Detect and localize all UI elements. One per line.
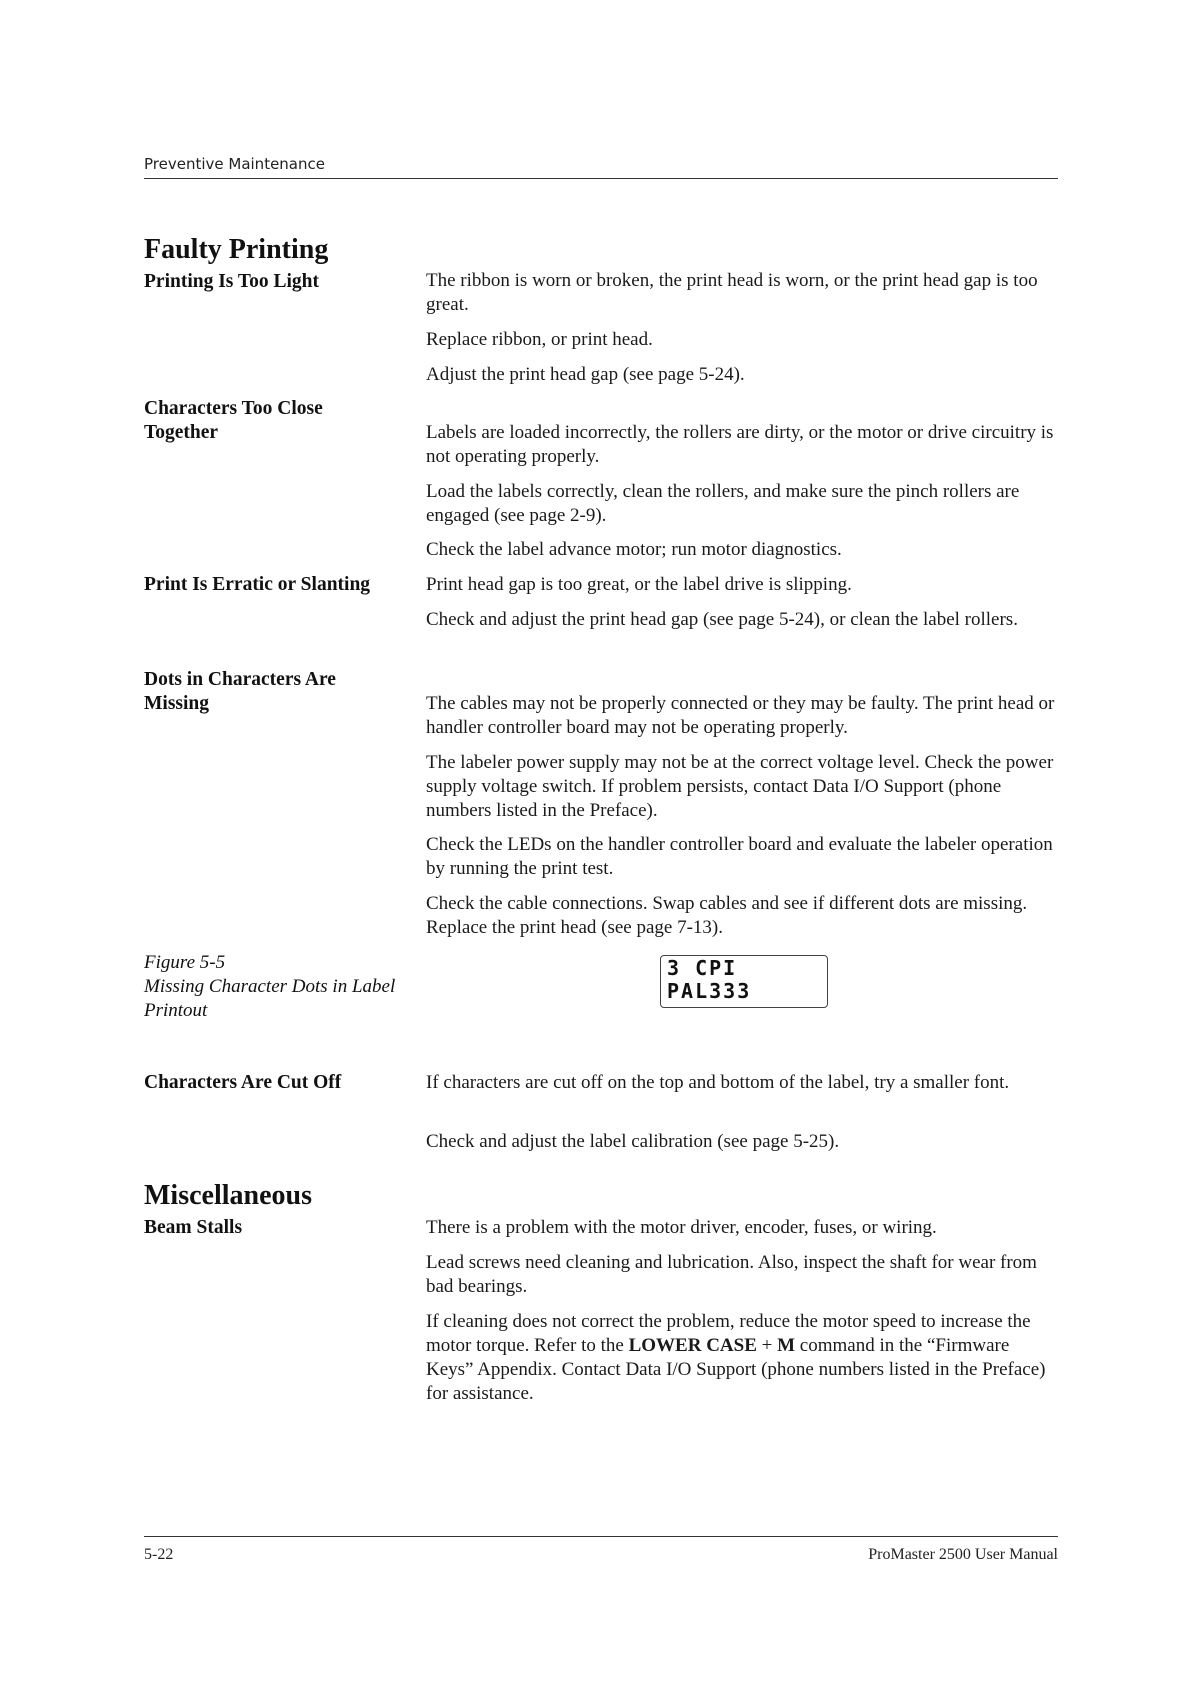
lcd-line-1: 3 CPI <box>667 956 738 980</box>
figure-number: Figure 5-5 <box>144 952 226 973</box>
lower-case-key: LOWER CASE <box>628 1335 757 1356</box>
problem-text: Replace ribbon, or print head. <box>426 329 653 350</box>
page-number: 5-22 <box>144 1546 174 1563</box>
problem-text: Print head gap is too great, or the label drive is slipping. <box>426 574 852 595</box>
problem-text-last <box>426 1310 1056 1406</box>
problem-text: The labeler power supply may not be at the correct voltage level. Check the power supply voltage switch. If problem persists, contact Data I/O Support (phone numbers listed in the Preface). <box>426 752 1054 821</box>
problem-text: Load the labels correctly, clean the rollers, and make sure the pinch rollers are engaged (see page 2-9). <box>426 481 1020 526</box>
figure-caption: Missing Character Dots in Label Printout <box>144 976 396 1021</box>
text-run: + <box>756 1335 778 1356</box>
problem-text: Check the label advance motor; run motor diagnostics. <box>426 539 842 560</box>
problem-text: Labels are loaded incorrectly, the rollers are dirty, or the motor or drive circuitry is not operating properly. <box>426 422 1054 467</box>
problem-text: Adjust the print head gap (see page 5-24). <box>426 364 745 385</box>
problem-text: Check and adjust the label calibration (see page 5-25). <box>426 1131 840 1152</box>
problem-label-erratic: Print Is Erratic or Slanting <box>144 574 371 595</box>
problem-label-missing-dots: Dots in Characters Are Missing <box>144 669 336 714</box>
lcd-line-2: PAL333 <box>667 979 752 1003</box>
lcd-printout-text <box>667 957 751 1003</box>
footer-rule <box>144 1536 1058 1537</box>
problem-text: Lead screws need cleaning and lubrication. Also, inspect the shaft for wear from bad bearings. <box>426 1252 1037 1297</box>
problem-label-too-close: Characters Too Close Together <box>144 398 323 443</box>
manual-title: ProMaster 2500 User Manual <box>868 1546 1058 1563</box>
problem-label-cut-off: Characters Are Cut Off <box>144 1072 342 1093</box>
problem-text: If characters are cut off on the top and bottom of the label, try a smaller font. <box>426 1072 1010 1093</box>
problem-label-too-light: Printing Is Too Light <box>144 271 320 292</box>
text-run: If cleaning does not correct the problem, reduce the motor speed to increase the motor torque. Refer to the <box>426 1311 1031 1356</box>
text-run: command in the “Firmware Keys” Appendix. Contact Data I/O Support (phone numbers listed in the Preface) for assistance. <box>426 1335 1046 1404</box>
problem-text: There is a problem with the motor driver, encoder, fuses, or wiring. <box>426 1217 937 1238</box>
lcd-label-printout <box>660 955 828 1008</box>
problem-text: Check and adjust the print head gap (see page 5-24), or clean the label rollers. <box>426 609 1018 630</box>
section-title-miscellaneous: Miscellaneous <box>144 1180 312 1211</box>
problem-text: The ribbon is worn or broken, the print head is worn, or the print head gap is too great. <box>426 270 1038 315</box>
header-rule <box>144 178 1058 179</box>
m-key: M <box>777 1335 796 1356</box>
problem-text: Check the LEDs on the handler controller board and evaluate the labeler operation by running the print test. <box>426 834 1053 879</box>
problem-text: The cables may not be properly connected or they may be faulty. The print head or handler controller board may not be operating properly. <box>426 693 1055 738</box>
section-title-faulty-printing: Faulty Printing <box>144 234 329 265</box>
running-header: Preventive Maintenance <box>144 155 325 173</box>
problem-label-beam-stalls: Beam Stalls <box>144 1217 243 1238</box>
problem-text: Check the cable connections. Swap cables and see if different dots are missing. Replace the print head (see page 7-13). <box>426 893 1028 938</box>
